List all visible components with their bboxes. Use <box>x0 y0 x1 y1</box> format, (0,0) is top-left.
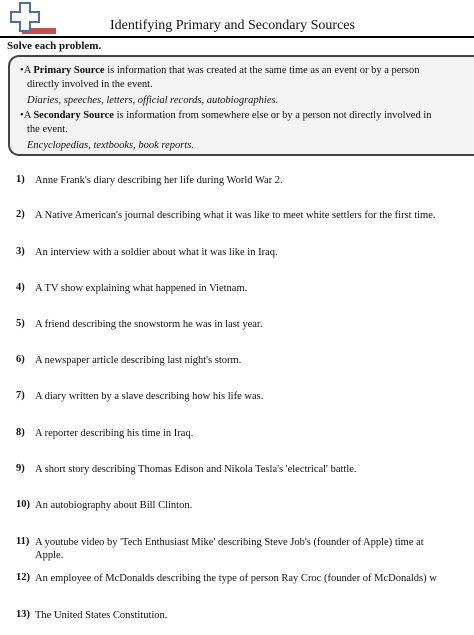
question-number: 6) <box>16 354 25 365</box>
instructions-text: Solve each problem. <box>7 40 102 52</box>
question-number: 3) <box>16 246 25 257</box>
title-divider <box>0 36 474 38</box>
question-number: 4) <box>16 282 25 293</box>
question-text: The United States Constitution. <box>35 610 168 621</box>
question-text: Anne Frank's diary describing her life during World War 2. <box>35 175 283 186</box>
primary-source-term: Primary Source <box>33 65 105 76</box>
question-text: A friend describing the snowstorm he was in last year. <box>35 319 263 330</box>
question-number: 11) <box>16 536 30 547</box>
secondary-examples: Encyclopedias, textbooks, book reports. <box>27 140 194 151</box>
secondary-definition-line-2: the event. <box>27 124 68 135</box>
question-text: A short story describing Thomas Edison and Nikola Tesla's 'electrical' battle. <box>35 464 357 475</box>
question-text-continued: Apple. <box>35 550 64 561</box>
question-text: A diary written by a slave describing how his life was. <box>35 391 264 402</box>
question-number: 9) <box>16 463 25 474</box>
question-text: A newspaper article describing last night's storm. <box>35 355 242 366</box>
question-text: An interview with a soldier about what it was like in Iraq. <box>35 247 278 258</box>
question-text: An autobiography about Bill Clinton. <box>35 500 193 511</box>
question-number: 1) <box>16 174 25 185</box>
page-title: Identifying Primary and Secondary Sources <box>110 18 355 33</box>
question-text: An employee of McDonalds describing the type of person Ray Croc (founder of McDonalds) w <box>35 573 437 584</box>
question-number: 5) <box>16 318 25 329</box>
medical-cross-logo-icon <box>8 2 58 36</box>
question-number: 10) <box>16 499 30 510</box>
question-number: 12) <box>16 572 30 583</box>
question-number: 13) <box>16 609 30 620</box>
question-number: 7) <box>16 390 25 401</box>
bullet-icon: • <box>20 110 24 121</box>
primary-definition-line: •A Primary Source is information that was created at the same time as an event or by a person <box>20 65 420 76</box>
primary-examples: Diaries, speeches, letters, official records, autobiographies. <box>27 95 279 106</box>
question-text: A youtube video by 'Tech Enthusiast Mike' describing Steve Job's (founder of Apple) time at <box>35 537 424 548</box>
question-number: 2) <box>16 209 25 220</box>
question-text: A Native American's journal describing what it was like to meet white settlers for the first time. <box>35 210 436 221</box>
primary-definition-line-2: directly involved in the event. <box>27 79 153 90</box>
secondary-definition-line: •A Secondary Source is information from somewhere else or by a person not directly involved in <box>20 110 432 121</box>
question-text: A reporter describing his time in Iraq. <box>35 428 194 439</box>
question-text: A TV show explaining what happened in Vietnam. <box>35 283 248 294</box>
secondary-source-term: Secondary Source <box>33 110 114 121</box>
question-number: 8) <box>16 427 25 438</box>
bullet-icon: • <box>20 65 24 76</box>
